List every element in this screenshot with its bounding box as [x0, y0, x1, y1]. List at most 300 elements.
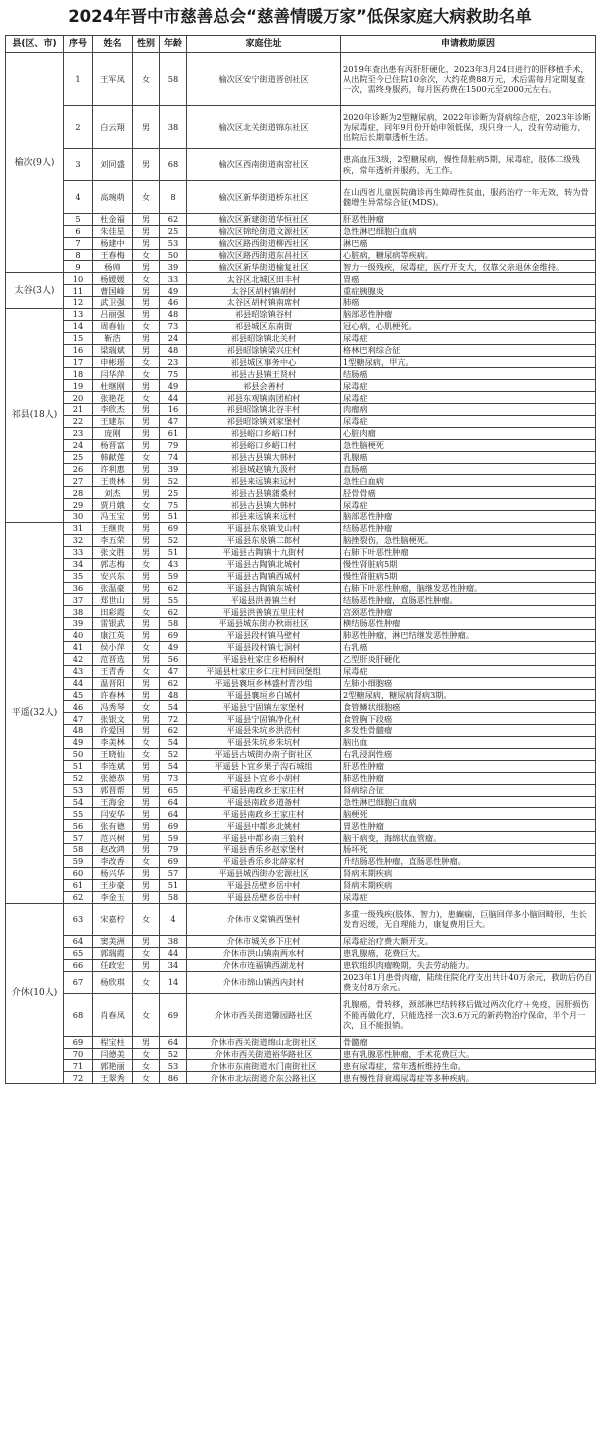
relief-reason: 2023年1月患骨肉瘤，陆续住院化疗支出共计40万余元，救助后仍自费支付8万余元。 — [341, 971, 596, 993]
person-age: 62 — [160, 213, 187, 225]
row-number: 1 — [64, 53, 93, 106]
table-row — [6, 213, 596, 225]
relief-reason: 骨髓瘤 — [341, 1036, 596, 1048]
row-number: 47 — [64, 713, 93, 725]
table-row — [6, 181, 596, 214]
row-number: 16 — [64, 344, 93, 356]
person-age: 58 — [160, 53, 187, 106]
header-address: 家庭住址 — [187, 36, 341, 53]
person-name: 朱佳星 — [93, 225, 133, 237]
relief-reason: 2019年查出患有丙肝肝硬化，2023年3月24日进行的肝移植手术，从出院至今已住院10余次，大约花费88万元，术后需每月定期复查一次，需终身服药，每月医药费在1500元至2000元左右。 — [341, 53, 596, 106]
home-address: 祁县昭馀镇谷村 — [187, 309, 341, 321]
table-row — [6, 677, 596, 689]
person-name: 刘杰 — [93, 487, 133, 499]
home-address: 介休市东南街道水门南街社区 — [187, 1060, 341, 1072]
relief-reason: 肺恶性肿瘤，淋巴结继发恶性肿瘤。 — [341, 630, 596, 642]
person-age: 23 — [160, 356, 187, 368]
person-age: 51 — [160, 879, 187, 891]
person-sex: 男 — [133, 463, 160, 475]
home-address: 平遥县洪善镇五里庄村 — [187, 606, 341, 618]
person-sex: 男 — [133, 832, 160, 844]
person-name: 冯玉宝 — [93, 511, 133, 523]
relief-reason: 尿毒症 — [341, 392, 596, 404]
row-number: 61 — [64, 879, 93, 891]
person-age: 69 — [160, 993, 187, 1036]
table-row — [6, 332, 596, 344]
row-number: 69 — [64, 1036, 93, 1048]
relief-reason: 肝恶性肿瘤 — [341, 213, 596, 225]
table-row — [6, 748, 596, 760]
person-sex: 男 — [133, 784, 160, 796]
person-sex: 男 — [133, 844, 160, 856]
person-sex: 女 — [133, 1072, 160, 1084]
table-row — [6, 439, 596, 451]
person-age: 47 — [160, 416, 187, 428]
person-name: 王军凤 — [93, 53, 133, 106]
home-address: 平遥县襄垣乡白城村 — [187, 689, 341, 701]
person-name: 白云翔 — [93, 106, 133, 149]
home-address: 介休市连福镇西湖龙村 — [187, 959, 341, 971]
row-number: 60 — [64, 867, 93, 879]
person-sex: 男 — [133, 534, 160, 546]
person-name: 杨晋富 — [93, 439, 133, 451]
table-row — [6, 463, 596, 475]
table-row — [6, 725, 596, 737]
home-address: 平遥县城东街办秋雨社区 — [187, 618, 341, 630]
home-address: 榆次区路西街道东昌社区 — [187, 249, 341, 261]
home-address: 祁县峪口乡峪口村 — [187, 439, 341, 451]
header-county: 县(区、市) — [6, 36, 64, 53]
person-sex: 男 — [133, 546, 160, 558]
table-row — [6, 701, 596, 713]
home-address: 太谷区胡村镇胡村 — [187, 285, 341, 297]
table-row — [6, 475, 596, 487]
table-row — [6, 855, 596, 867]
person-age: 56 — [160, 653, 187, 665]
person-sex: 男 — [133, 225, 160, 237]
row-number: 67 — [64, 971, 93, 993]
row-number: 4 — [64, 181, 93, 214]
person-age: 47 — [160, 665, 187, 677]
person-age: 79 — [160, 439, 187, 451]
relief-reason: 肝恶性肿瘤 — [341, 760, 596, 772]
person-sex: 男 — [133, 344, 160, 356]
person-name: 申彬瑶 — [93, 356, 133, 368]
table-row — [6, 903, 596, 936]
table-row — [6, 1060, 596, 1072]
table-row — [6, 320, 596, 332]
person-age: 16 — [160, 404, 187, 416]
person-age: 55 — [160, 594, 187, 606]
home-address: 平遥县古陶镇东城村 — [187, 582, 341, 594]
home-address: 榆次区西南街道南窑社区 — [187, 148, 341, 181]
person-sex: 男 — [133, 808, 160, 820]
row-number: 70 — [64, 1048, 93, 1060]
row-number: 68 — [64, 993, 93, 1036]
table-row — [6, 993, 596, 1036]
table-row — [6, 594, 596, 606]
person-sex: 男 — [133, 725, 160, 737]
relief-reason: 2型糖尿病，糖尿病肾病3期。 — [341, 689, 596, 701]
person-sex: 男 — [133, 285, 160, 297]
relief-reason: 尿毒症 — [341, 416, 596, 428]
person-age: 46 — [160, 297, 187, 309]
person-sex: 女 — [133, 903, 160, 936]
home-address: 祁县古县镇蒲桑村 — [187, 487, 341, 499]
relief-reason: 乳腺癌 — [341, 451, 596, 463]
person-name: 张温豪 — [93, 582, 133, 594]
person-sex: 女 — [133, 53, 160, 106]
person-age: 50 — [160, 249, 187, 261]
row-number: 43 — [64, 665, 93, 677]
relief-reason: 右乳浸润性癌 — [341, 748, 596, 760]
relief-reason: 患软组织肉瘤晚期，失去劳动能力。 — [341, 959, 596, 971]
table-row — [6, 808, 596, 820]
person-sex: 男 — [133, 297, 160, 309]
row-number: 37 — [64, 594, 93, 606]
person-name: 侯小萍 — [93, 641, 133, 653]
person-age: 69 — [160, 855, 187, 867]
row-number: 12 — [64, 297, 93, 309]
row-number: 44 — [64, 677, 93, 689]
home-address: 祁县东观镇南团柏村 — [187, 392, 341, 404]
person-age: 75 — [160, 499, 187, 511]
relief-reason: 肺癌 — [341, 297, 596, 309]
person-age: 48 — [160, 309, 187, 321]
person-age: 86 — [160, 1072, 187, 1084]
person-age: 43 — [160, 558, 187, 570]
person-name: 肖春凤 — [93, 993, 133, 1036]
person-sex: 女 — [133, 701, 160, 713]
table-row — [6, 534, 596, 546]
person-sex: 女 — [133, 855, 160, 867]
person-sex: 男 — [133, 820, 160, 832]
person-sex: 男 — [133, 106, 160, 149]
home-address: 祁县城区东南街 — [187, 320, 341, 332]
table-row — [6, 891, 596, 903]
table-row — [6, 570, 596, 582]
row-number: 21 — [64, 404, 93, 416]
person-name: 李美林 — [93, 737, 133, 749]
home-address: 介休市西关街道馨园路社区 — [187, 993, 341, 1036]
table-row — [6, 499, 596, 511]
county-cell: 榆次(9人) — [6, 53, 64, 273]
relief-list-table — [5, 35, 596, 1084]
relief-reason: 急性脑梗死 — [341, 439, 596, 451]
person-age: 64 — [160, 1036, 187, 1048]
table-row — [6, 261, 596, 273]
person-age: 54 — [160, 760, 187, 772]
home-address: 介休市绵山镇西内封村 — [187, 971, 341, 993]
table-row — [6, 820, 596, 832]
person-name: 王步豪 — [93, 879, 133, 891]
relief-reason: 肠坏死 — [341, 844, 596, 856]
relief-reason: 宫颈恶性肿瘤 — [341, 606, 596, 618]
person-age: 34 — [160, 959, 187, 971]
table-row — [6, 1048, 596, 1060]
row-number: 53 — [64, 784, 93, 796]
person-sex: 男 — [133, 1036, 160, 1048]
home-address: 介休市西关街道绵山北街社区 — [187, 1036, 341, 1048]
relief-reason: 右肺下叶恶性肿瘤，脑继发恶性肿瘤。 — [341, 582, 596, 594]
row-number: 6 — [64, 225, 93, 237]
relief-reason: 格林巴利综合征 — [341, 344, 596, 356]
row-number: 59 — [64, 855, 93, 867]
home-address: 祁县古县镇大韩村 — [187, 451, 341, 463]
table-row — [6, 971, 596, 993]
person-sex: 男 — [133, 416, 160, 428]
person-name: 高琬萌 — [93, 181, 133, 214]
person-age: 48 — [160, 689, 187, 701]
relief-reason: 尿毒症 — [341, 380, 596, 392]
person-name: 张文胜 — [93, 546, 133, 558]
home-address: 平遥县岳壁乡岳中村 — [187, 879, 341, 891]
person-sex: 男 — [133, 570, 160, 582]
person-name: 郭志梅 — [93, 558, 133, 570]
person-sex: 女 — [133, 641, 160, 653]
table-row — [6, 344, 596, 356]
person-name: 雷银武 — [93, 618, 133, 630]
home-address: 平遥县杜家庄乡仁庄村回回堡组 — [187, 665, 341, 677]
table-row — [6, 523, 596, 535]
home-address: 祁县昭馀镇刘家堡村 — [187, 416, 341, 428]
person-age: 51 — [160, 511, 187, 523]
person-age: 75 — [160, 368, 187, 380]
person-name: 冯秀琴 — [93, 701, 133, 713]
relief-reason: 患乳腺癌，花费巨大。 — [341, 947, 596, 959]
person-name: 范晋选 — [93, 653, 133, 665]
person-name: 李连斌 — [93, 760, 133, 772]
row-number: 29 — [64, 499, 93, 511]
person-name: 郭艳丽 — [93, 1060, 133, 1072]
person-sex: 男 — [133, 487, 160, 499]
person-age: 74 — [160, 451, 187, 463]
home-address: 祁县来远镇来远村 — [187, 511, 341, 523]
person-sex: 男 — [133, 309, 160, 321]
person-age: 52 — [160, 534, 187, 546]
home-address: 介休市洪山镇南两水村 — [187, 947, 341, 959]
relief-reason: 乳腺癌，骨转移，颈部淋巴结转移后做过两次化疗＋免疫，因肝损伤不能再做化疗，只能选择一次3.6万元的新药物治疗保命，半个月一次，且不能报销。 — [341, 993, 596, 1036]
home-address: 祁县城赵镇九汲村 — [187, 463, 341, 475]
person-age: 49 — [160, 285, 187, 297]
person-sex: 男 — [133, 475, 160, 487]
table-row — [6, 606, 596, 618]
home-address: 祁县昭馀镇梁兴庄村 — [187, 344, 341, 356]
home-address: 介休市义棠镇西堡村 — [187, 903, 341, 936]
home-address: 榆次区北关街道锦东社区 — [187, 106, 341, 149]
person-age: 49 — [160, 641, 187, 653]
person-age: 38 — [160, 106, 187, 149]
person-name: 曹国峰 — [93, 285, 133, 297]
table-row — [6, 285, 596, 297]
person-sex: 女 — [133, 273, 160, 285]
person-sex: 男 — [133, 213, 160, 225]
person-name: 武卫强 — [93, 297, 133, 309]
person-sex: 男 — [133, 936, 160, 948]
table-row — [6, 237, 596, 249]
person-name: 韩献莲 — [93, 451, 133, 463]
row-number: 5 — [64, 213, 93, 225]
table-row — [6, 546, 596, 558]
home-address: 平遥县中都乡南三狼村 — [187, 832, 341, 844]
row-number: 54 — [64, 796, 93, 808]
person-name: 闫安华 — [93, 808, 133, 820]
table-row — [6, 53, 596, 106]
relief-reason: 2020年诊断为2型糖尿病，2022年诊断为肾病综合症，2023年诊断为尿毒症，同年9月份开始申领低保，现只身一人，没有劳动能力，出院后长期靠透析生活。 — [341, 106, 596, 149]
home-address: 祁县峪口乡峪口村 — [187, 427, 341, 439]
table-row — [6, 309, 596, 321]
relief-reason: 结肠癌 — [341, 368, 596, 380]
person-age: 48 — [160, 344, 187, 356]
relief-reason: 尿毒症 — [341, 891, 596, 903]
person-age: 62 — [160, 677, 187, 689]
home-address: 祁县城区事务中心 — [187, 356, 341, 368]
person-age: 39 — [160, 463, 187, 475]
row-number: 26 — [64, 463, 93, 475]
home-address: 祁县来远镇来远村 — [187, 475, 341, 487]
row-number: 24 — [64, 439, 93, 451]
home-address: 祁县古县镇大韩村 — [187, 499, 341, 511]
person-age: 69 — [160, 523, 187, 535]
home-address: 平遥县卜宜乡小胡村 — [187, 772, 341, 784]
relief-reason: 结肠恶性肿瘤 — [341, 523, 596, 535]
row-number: 38 — [64, 606, 93, 618]
person-name: 杨欣琪 — [93, 971, 133, 993]
table-row — [6, 416, 596, 428]
relief-reason: 脑干病变，海绵状血管瘤。 — [341, 832, 596, 844]
home-address: 平遥县南政乡王家庄村 — [187, 784, 341, 796]
person-name: 闫华萍 — [93, 368, 133, 380]
home-address: 平遥县宁固镇左家堡村 — [187, 701, 341, 713]
person-age: 39 — [160, 261, 187, 273]
row-number: 13 — [64, 309, 93, 321]
relief-reason: 慢性肾脏病5期 — [341, 558, 596, 570]
person-name: 温晋阳 — [93, 677, 133, 689]
person-sex: 男 — [133, 959, 160, 971]
relief-reason: 患有慢性肾衰竭尿毒症等多种疾病。 — [341, 1072, 596, 1084]
person-sex: 男 — [133, 148, 160, 181]
home-address: 平遥县洪善镇兰村 — [187, 594, 341, 606]
table-row — [6, 713, 596, 725]
person-name: 田彩霞 — [93, 606, 133, 618]
relief-reason: 急性白血病 — [341, 475, 596, 487]
table-row — [6, 511, 596, 523]
person-age: 54 — [160, 737, 187, 749]
person-sex: 女 — [133, 320, 160, 332]
home-address: 祁县会善村 — [187, 380, 341, 392]
person-sex: 男 — [133, 796, 160, 808]
person-sex: 女 — [133, 665, 160, 677]
home-address: 榆次区安宁街道晋创社区 — [187, 53, 341, 106]
relief-reason: 1型糖尿病，甲亢。 — [341, 356, 596, 368]
table-row — [6, 297, 596, 309]
person-name: 王晓仙 — [93, 748, 133, 760]
person-age: 51 — [160, 546, 187, 558]
table-row — [6, 451, 596, 463]
home-address: 介休市城关乡下庄村 — [187, 936, 341, 948]
table-row — [6, 737, 596, 749]
person-age: 62 — [160, 606, 187, 618]
home-address: 平遥县卜宜乡果子沟石城组 — [187, 760, 341, 772]
table-row — [6, 760, 596, 772]
person-name: 张银文 — [93, 713, 133, 725]
person-sex: 男 — [133, 404, 160, 416]
home-address: 榆次区新建街道华恒社区 — [187, 213, 341, 225]
person-name: 赵改鸿 — [93, 844, 133, 856]
relief-reason: 脑挫裂伤，急性脑梗死。 — [341, 534, 596, 546]
table-row — [6, 380, 596, 392]
person-age: 44 — [160, 392, 187, 404]
person-name: 郑世山 — [93, 594, 133, 606]
table-row — [6, 368, 596, 380]
relief-reason: 患有乳腺恶性肿瘤，手术花费巨大。 — [341, 1048, 596, 1060]
relief-reason: 尿毒症 — [341, 665, 596, 677]
relief-reason: 多发性骨髓瘤 — [341, 725, 596, 737]
row-number: 31 — [64, 523, 93, 535]
person-sex: 女 — [133, 1048, 160, 1060]
person-sex: 男 — [133, 523, 160, 535]
person-sex: 男 — [133, 594, 160, 606]
page-title: 2024年晋中市慈善总会“慈善情暖万家”低保家庭大病救助名单 — [68, 7, 532, 26]
person-name: 任政宏 — [93, 959, 133, 971]
relief-reason: 升结肠恶性肿瘤，直肠恶性肿瘤。 — [341, 855, 596, 867]
person-sex: 女 — [133, 356, 160, 368]
table-row — [6, 653, 596, 665]
relief-reason: 直肠癌 — [341, 463, 596, 475]
table-row — [6, 1036, 596, 1048]
relief-reason: 肾病末期疾病 — [341, 879, 596, 891]
row-number: 25 — [64, 451, 93, 463]
person-name: 王贵林 — [93, 475, 133, 487]
table-row — [6, 796, 596, 808]
person-name: 范兴树 — [93, 832, 133, 844]
table-row — [6, 148, 596, 181]
person-sex: 男 — [133, 237, 160, 249]
person-sex: 女 — [133, 1060, 160, 1072]
person-age: 33 — [160, 273, 187, 285]
home-address: 祁县昭馀镇北谷丰村 — [187, 404, 341, 416]
person-age: 72 — [160, 713, 187, 725]
table-row — [6, 1072, 596, 1084]
relief-reason: 肾病综合征 — [341, 784, 596, 796]
person-sex: 女 — [133, 392, 160, 404]
relief-reason: 急性淋巴细胞白血病 — [341, 225, 596, 237]
person-name: 郭晋帮 — [93, 784, 133, 796]
person-age: 52 — [160, 748, 187, 760]
row-number: 34 — [64, 558, 93, 570]
relief-reason: 患有尿毒症，常年透析维持生命。 — [341, 1060, 596, 1072]
person-name: 王翠秀 — [93, 1072, 133, 1084]
row-number: 23 — [64, 427, 93, 439]
person-sex: 女 — [133, 606, 160, 618]
table-header-row — [6, 36, 596, 53]
person-sex: 男 — [133, 867, 160, 879]
person-sex: 女 — [133, 737, 160, 749]
home-address: 平遥县城西街办宏源社区 — [187, 867, 341, 879]
home-address: 平遥县杜家庄乡梧桐村 — [187, 653, 341, 665]
person-sex: 男 — [133, 332, 160, 344]
row-number: 39 — [64, 618, 93, 630]
home-address: 介休市北坛街道介东公路社区 — [187, 1072, 341, 1084]
home-address: 太谷区北城区田丰村 — [187, 273, 341, 285]
relief-reason: 尿毒症治疗费大额开支。 — [341, 936, 596, 948]
row-number: 3 — [64, 148, 93, 181]
person-sex: 男 — [133, 427, 160, 439]
table-row — [6, 487, 596, 499]
person-name: 张艳花 — [93, 392, 133, 404]
person-age: 62 — [160, 582, 187, 594]
person-name: 许春林 — [93, 689, 133, 701]
